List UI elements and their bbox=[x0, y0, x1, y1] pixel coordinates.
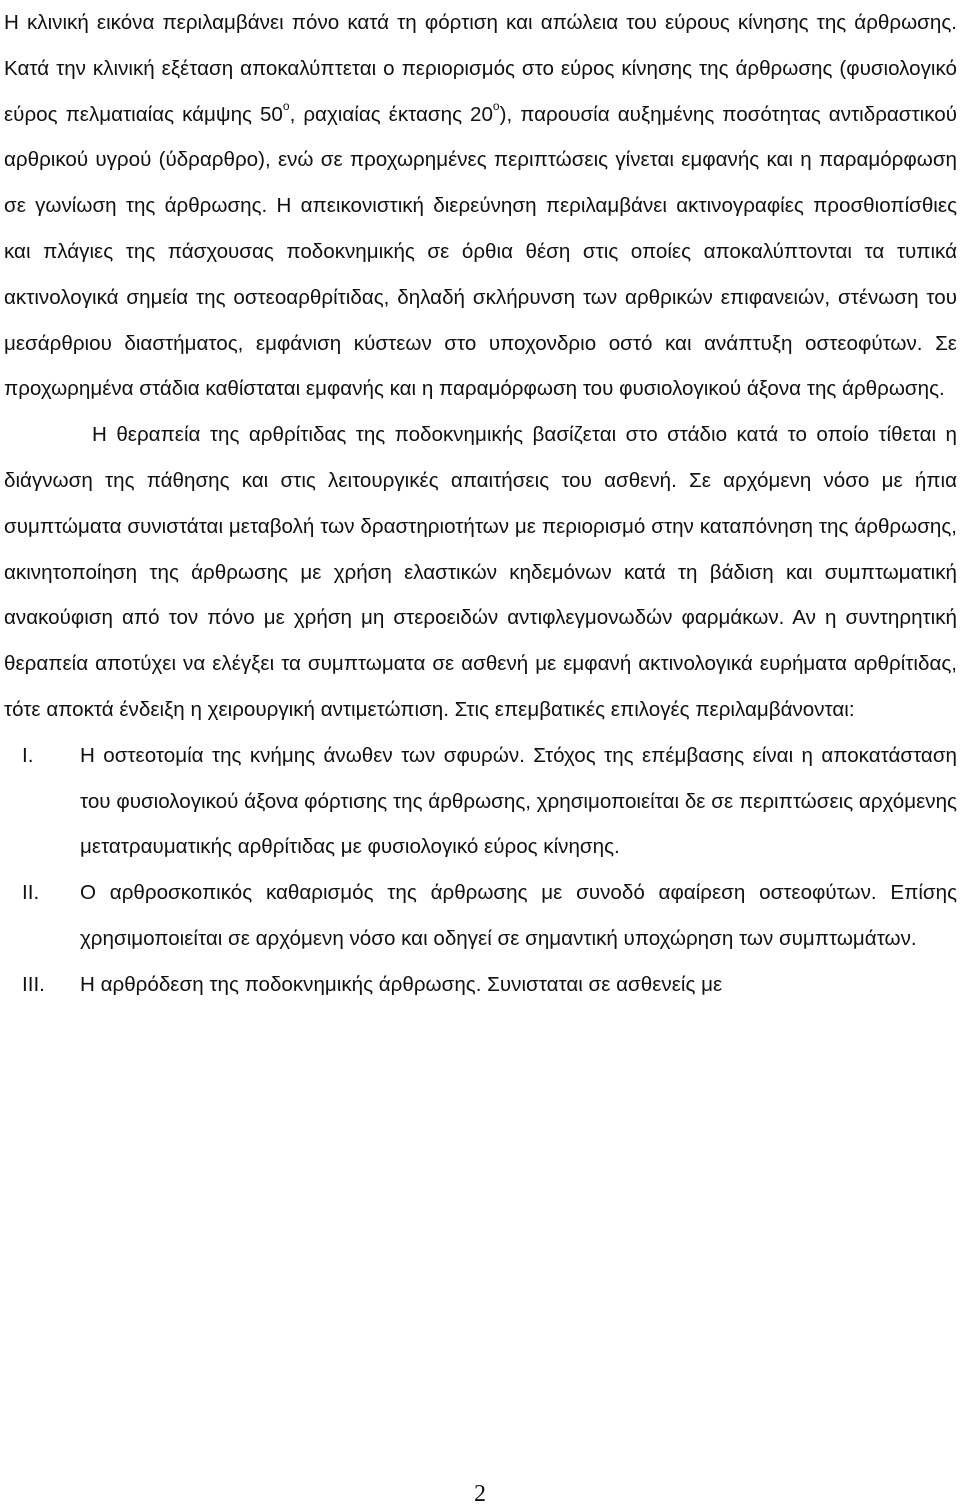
page-number: 2 bbox=[474, 1481, 486, 1507]
paragraph-1-part-a: Η κλινική εικόνα περιλαμβάνει πόνο κατά τη φόρτιση και απώλεια του εύρους κίνησης της άρθρωσης. Κατά την κλινική εξέταση αποκαλύπτεται ο περιορισμός στο εύρος κίνησης της άρθρωσης (φυσιολογικό εύρος πελματιαίας κάμψης 50 bbox=[4, 11, 957, 126]
list-item-number: I. bbox=[22, 743, 34, 767]
list-item-number: II. bbox=[22, 881, 40, 905]
list-item-text: Η οστεοτομία της κνήμης άνωθεν των σφυρών. Στόχος της επέμβασης είναι η αποκατάσταση του φυσιολογικού άξονα φόρτισης της άρθρωσης, χρησιμοποιείται δε σε περιπτώσεις αρχόμενης μετατραυματικής αρθρίτιδας με φυσιολογικό εύρος κίνησης. bbox=[80, 743, 957, 859]
list-item-number: III. bbox=[22, 972, 45, 996]
list-item-text: Η αρθρόδεση της ποδοκνημικής άρθρωσης. Συνισταται σε ασθενείς με bbox=[80, 972, 723, 996]
paragraph-clinical-picture bbox=[4, 0, 957, 412]
list-item-text: Ο αρθροσκοπικός καθαρισμός της άρθρωσης με συνοδό αφαίρεση οστεοφύτων. Επίσης χρησιμοποιείται σε αρχόμενη νόσο και οδηγεί σε σημαντική υποχώρηση των συμπτωμάτων. bbox=[80, 881, 957, 950]
paragraph-1-part-c: ), παρουσία αυξημένης ποσότητας αντιδραστικού αρθρικού υγρού (ύδραρθρο), ενώ σε προχωρημένες περιπτώσεις γίνεται εμφανής και η παραμόρφωση σε γωνίωση της άρθρωσης. Η απεικονιστική διερεύνηση περιλαμβάνει ακτινογραφίες προσθιοπίσθιες και πλάγιες της πάσχουσας ποδοκνημικής σε όρθια θέση στις οποίες αποκαλύπτονται τα τυπικά ακτινολογικά σημεία της οστεοαρθρίτιδας, δηλαδή σκλήρυνση των αρθρικών επιφανειών, στένωση του μεσάρθριου διαστήματος, εμφάνιση κύστεων στο υποχονδριο οστό και ανάπτυξη οστεοφύτων. Σε προχωρημένα στάδια καθίσταται εμφανής και η παραμόρφωση του φυσιολογικού άξονα της άρθρωσης. bbox=[4, 102, 957, 401]
list-item-3 bbox=[4, 962, 957, 1008]
paragraph-1-part-b: , ραχιαίας έκτασης 20 bbox=[289, 102, 493, 126]
surgical-options-list bbox=[4, 733, 957, 1008]
list-item-2 bbox=[4, 870, 957, 962]
degree-superscript-2: ο bbox=[492, 98, 500, 113]
degree-superscript-1: ο bbox=[282, 98, 290, 113]
body-text bbox=[4, 0, 957, 1008]
list-item-1 bbox=[4, 733, 957, 870]
paragraph-treatment: Η θεραπεία της αρθρίτιδας της ποδοκνημικής βασίζεται στο στάδιο κατά το οποίο τίθεται η διάγνωση της πάθησης και στις λειτουργικές απαιτήσεις του ασθενή. Σε αρχόμενη νόσο με ήπια συμπτώματα συνιστάται μεταβολή των δραστηριοτήτων με περιορισμό στην καταπόνηση της άρθρωσης, ακινητοποίηση της άρθρωσης με χρήση ελαστικών κηδεμόνων κατά τη βάδιση και συμπτωματική ανακούφιση από τον πόνο με χρήση μη στεροειδών αντιφλεγμονωδών φαρμάκων. Αν η συντηρητική θεραπεία αποτύχει να ελέγξει τα συμπτωματα σε ασθενή με εμφανή ακτινολογικά ευρήματα αρθρίτιδας, τότε αποκτά ένδειξη η χειρουργική αντιμετώπιση. Στις επεμβατικές επιλογές περιλαμβάνονται: bbox=[4, 423, 957, 721]
